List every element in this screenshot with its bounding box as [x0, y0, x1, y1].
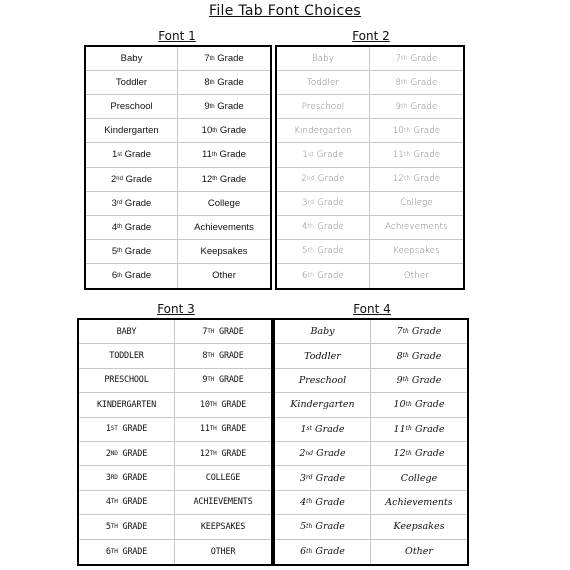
- tab-label-rest: Grade: [122, 173, 153, 185]
- tab-label: ACHIEVEMENTS: [193, 497, 253, 508]
- font-3-cell: 4 TH GRADE: [79, 491, 175, 515]
- tab-label: Achievements: [385, 222, 448, 233]
- font-2-cell: [370, 216, 463, 240]
- tab-label-rest: Grade: [121, 149, 151, 161]
- font-4-cell: 1 st Grade: [275, 418, 371, 442]
- tab-label-rest: Grade: [214, 77, 244, 89]
- tab-label: Keepsakes: [393, 246, 440, 257]
- tab-label: 4: [302, 222, 308, 233]
- tab-label: 3: [301, 198, 308, 209]
- font-2-cell: [370, 192, 463, 216]
- tab-label: Keepsakes: [200, 245, 248, 257]
- font-4-cell: [275, 393, 371, 417]
- font-4-cell: 3 rd Grade: [275, 466, 371, 490]
- tab-label: 5: [300, 521, 307, 533]
- tab-label: Toddler: [304, 350, 341, 362]
- font-3-cell: [79, 393, 175, 417]
- tab-label: Toddler: [306, 77, 340, 88]
- tab-label-rest: Grade: [314, 174, 345, 185]
- font-1-cell: 4 th Grade: [86, 216, 178, 240]
- font-3-cell: 8 TH GRADE: [175, 344, 271, 368]
- font-2-cell: [277, 71, 370, 95]
- tab-label: 3: [111, 197, 117, 209]
- font-1-cell: 7 th Grade: [178, 47, 270, 71]
- font-3-heading: Font 3: [157, 302, 195, 316]
- font-2-cell: 7 th Grade: [370, 47, 463, 71]
- tab-label: 9: [204, 101, 210, 113]
- tab-label: 10: [201, 125, 213, 137]
- tab-label-rest: GRADE: [216, 448, 247, 459]
- tab-label: BABY: [116, 326, 137, 337]
- font-3-cell: 5 TH GRADE: [79, 515, 175, 539]
- tab-label: 12: [393, 448, 406, 460]
- tab-label: 7: [204, 53, 210, 65]
- tab-label-rest: Grade: [411, 423, 445, 435]
- tab-label-rest: GRADE: [117, 546, 148, 557]
- font-4-cell: 9 th Grade: [371, 369, 467, 393]
- tab-label: Preschool: [110, 101, 153, 113]
- tab-label: 2: [110, 173, 117, 185]
- font-3-cell: [175, 491, 271, 515]
- font-4-cell: [275, 320, 371, 344]
- tab-label-rest: Grade: [410, 125, 441, 136]
- tab-label: 12: [199, 448, 210, 459]
- tab-label: 11: [392, 149, 404, 160]
- font-1-cell: 1 st Grade: [86, 143, 178, 167]
- tab-label: KINDERGARTEN: [96, 399, 156, 410]
- font-4-cell: 2 nd Grade: [275, 442, 371, 466]
- font-3-cell: [175, 466, 271, 490]
- font-4-heading: Font 4: [353, 302, 391, 316]
- tab-label: 11: [202, 149, 212, 161]
- tab-label: 9: [395, 101, 402, 112]
- tab-label-rest: GRADE: [117, 497, 148, 508]
- font-4-cell: [371, 540, 467, 564]
- tab-label-rest: Grade: [411, 448, 445, 460]
- tab-label: 9: [396, 374, 403, 386]
- tab-label: 9: [202, 375, 208, 386]
- font-4-cell: 7 th Grade: [371, 320, 467, 344]
- font-1-cell: 8 th Grade: [178, 71, 270, 95]
- font-1-heading: Font 1: [158, 29, 196, 43]
- tab-label-rest: Grade: [408, 374, 442, 386]
- tab-label-rest: Grade: [407, 77, 438, 88]
- font-1-cell: [86, 71, 178, 95]
- font-4-cell: [275, 344, 371, 368]
- tab-label: 7: [395, 53, 402, 64]
- tab-label-rest: Grade: [410, 174, 441, 185]
- font-1-cell: [178, 216, 270, 240]
- tab-label: 2: [299, 448, 306, 460]
- font-1-cell: 11 th Grade: [178, 143, 270, 167]
- tab-label: 2: [301, 174, 307, 185]
- tab-label-rest: Grade: [312, 423, 345, 435]
- tab-label-rest: Grade: [314, 270, 344, 281]
- font-3-cell: 2 ND GRADE: [79, 442, 175, 466]
- tab-label-rest: Grade: [312, 521, 345, 533]
- tab-label-rest: Grade: [411, 399, 445, 411]
- font-4-cell: [275, 369, 371, 393]
- font-2-cell: 8 th Grade: [370, 71, 463, 95]
- tab-label-rest: GRADE: [117, 521, 148, 532]
- font-2-cell: 12 th Grade: [370, 168, 463, 192]
- tab-label: 10: [392, 125, 404, 136]
- tab-label: Other: [405, 546, 433, 558]
- font-3-cell: 9 TH GRADE: [175, 369, 271, 393]
- font-1-cell: 12 th Grade: [178, 168, 270, 192]
- tab-label: Preschool: [301, 101, 345, 112]
- font-4-cell: 6 th Grade: [275, 540, 371, 564]
- tab-label-rest: GRADE: [214, 326, 244, 337]
- tab-label-rest: Grade: [314, 198, 344, 209]
- tab-label: 10: [199, 399, 210, 410]
- font-1-cell: 5 th Grade: [86, 240, 178, 264]
- font-2-cell: [277, 95, 370, 119]
- font-2-cell: [277, 47, 370, 71]
- tab-label: Baby: [120, 53, 143, 65]
- tab-label: Achievements: [385, 496, 453, 508]
- tab-label: 1: [302, 149, 308, 160]
- tab-label: College: [207, 197, 241, 209]
- tab-label: Baby: [311, 53, 334, 64]
- font-2-table: [275, 45, 465, 290]
- font-1-cell: [178, 192, 270, 216]
- font-4-cell: 10 th Grade: [371, 393, 467, 417]
- font-1-cell: [178, 240, 270, 264]
- tab-label: Kindergarten: [290, 399, 355, 411]
- tab-label: 6: [105, 546, 111, 557]
- page-title: File Tab Font Choices: [209, 3, 361, 19]
- font-1-cell: 3 rd Grade: [86, 192, 178, 216]
- font-4-cell: 12 th Grade: [371, 442, 467, 466]
- font-3-table: [77, 318, 273, 566]
- font-1-cell: 10 th Grade: [178, 119, 270, 143]
- font-4-cell: 5 th Grade: [275, 515, 371, 539]
- tab-label-rest: Grade: [214, 53, 244, 65]
- tab-label-rest: GRADE: [214, 375, 244, 386]
- tab-label-rest: Grade: [214, 101, 244, 113]
- tab-label: 10: [393, 399, 406, 411]
- font-2-cell: 6 th Grade: [277, 264, 370, 288]
- tab-label: 2: [105, 448, 111, 459]
- font-2-cell: [277, 119, 370, 143]
- tab-label-rest: Grade: [312, 546, 345, 558]
- tab-label-rest: Grade: [122, 270, 152, 282]
- font-1-cell: [86, 95, 178, 119]
- tab-label-rest: GRADE: [216, 424, 247, 435]
- font-2-cell: 5 th Grade: [277, 240, 370, 264]
- tab-label-rest: Grade: [313, 448, 346, 460]
- tab-label: 8: [396, 350, 403, 362]
- tab-label-rest: GRADE: [214, 351, 244, 362]
- font-2-cell: 11 th Grade: [370, 143, 463, 167]
- tab-label: 6: [300, 546, 307, 558]
- tab-label-rest: Grade: [312, 472, 346, 484]
- tab-label: Preschool: [298, 374, 347, 386]
- font-4-cell: 4 th Grade: [275, 491, 371, 515]
- font-3-cell: [175, 515, 271, 539]
- tab-label: College: [400, 198, 433, 209]
- font-3-cell: 1 ST GRADE: [79, 418, 175, 442]
- font-1-cell: 6 th Grade: [86, 264, 178, 288]
- font-3-cell: [175, 540, 271, 564]
- font-2-cell: 9 th Grade: [370, 95, 463, 119]
- tab-label: Baby: [310, 326, 335, 338]
- tab-label-rest: Grade: [408, 326, 442, 338]
- tab-label: Other: [212, 270, 236, 282]
- font-2-cell: [370, 264, 463, 288]
- tab-label-rest: Grade: [408, 350, 442, 362]
- tab-label-rest: Grade: [217, 173, 247, 185]
- font-2-cell: 2 nd Grade: [277, 168, 370, 192]
- tab-label: 7: [202, 326, 208, 337]
- tab-label: 5: [302, 246, 308, 257]
- tab-label: 6: [302, 270, 308, 281]
- tab-label: 8: [395, 77, 402, 88]
- tab-label: 8: [204, 77, 210, 89]
- tab-label: 4: [300, 496, 307, 508]
- tab-label: Kindergarten: [104, 125, 159, 137]
- tab-label: 8: [202, 351, 208, 362]
- tab-label: 1: [300, 423, 307, 435]
- tab-label-rest: Grade: [314, 222, 344, 233]
- tab-label: College: [400, 472, 438, 484]
- font-1-cell: [86, 119, 178, 143]
- tab-label-rest: Grade: [217, 125, 247, 137]
- tab-label-rest: Grade: [407, 101, 438, 112]
- tab-label: Achievements: [194, 221, 254, 233]
- tab-label: 12: [392, 174, 404, 185]
- tab-label-rest: Grade: [410, 149, 441, 160]
- tab-label: 3: [299, 472, 306, 484]
- tab-label: KEEPSAKES: [200, 521, 246, 532]
- tab-label: 7: [396, 326, 403, 338]
- tab-label-rest: Grade: [313, 149, 344, 160]
- tab-label: Kindergarten: [294, 125, 352, 136]
- font-2-cell: 1 st Grade: [277, 143, 370, 167]
- tab-label-rest: Grade: [312, 496, 345, 508]
- font-4-cell: 8 th Grade: [371, 344, 467, 368]
- font-3-cell: 6 TH GRADE: [79, 540, 175, 564]
- tab-label-rest: Grade: [314, 246, 344, 257]
- tab-label-rest: GRADE: [117, 473, 148, 484]
- font-1-cell: [86, 47, 178, 71]
- tab-label: PRESCHOOL: [104, 375, 149, 386]
- font-1-table: [84, 45, 272, 290]
- font-1-cell: 9 th Grade: [178, 95, 270, 119]
- tab-label: Toddler: [115, 77, 148, 89]
- tab-label: 1: [105, 424, 111, 435]
- font-2-cell: 10 th Grade: [370, 119, 463, 143]
- font-4-cell: 11 th Grade: [371, 418, 467, 442]
- tab-label: COLLEGE: [205, 473, 241, 484]
- font-2-cell: 3 rd Grade: [277, 192, 370, 216]
- tab-label: Keepsakes: [393, 521, 445, 533]
- tab-label-rest: GRADE: [216, 399, 247, 410]
- font-2-cell: [370, 240, 463, 264]
- tab-label: 3: [105, 473, 111, 484]
- font-4-cell: [371, 491, 467, 515]
- font-3-cell: 10 TH GRADE: [175, 393, 271, 417]
- font-3-cell: 7 TH GRADE: [175, 320, 271, 344]
- font-4-cell: [371, 466, 467, 490]
- tab-label: 11: [199, 424, 210, 435]
- font-4-cell: [371, 515, 467, 539]
- font-2-cell: 4 th Grade: [277, 216, 370, 240]
- font-3-cell: 3 RD GRADE: [79, 466, 175, 490]
- font-1-cell: [178, 264, 270, 288]
- tab-label-rest: Grade: [122, 221, 152, 233]
- font-3-cell: 11 TH GRADE: [175, 418, 271, 442]
- tab-label: 5: [105, 521, 111, 532]
- font-1-cell: 2 nd Grade: [86, 168, 178, 192]
- tab-label-rest: GRADE: [117, 448, 148, 459]
- tab-label-rest: Grade: [122, 197, 152, 209]
- tab-label-rest: Grade: [216, 149, 246, 161]
- tab-label: 1: [111, 149, 118, 161]
- tab-label: 6: [111, 270, 118, 282]
- font-3-cell: 12 TH GRADE: [175, 442, 271, 466]
- tab-label-rest: GRADE: [117, 424, 148, 435]
- tab-label: 12: [201, 173, 213, 185]
- tab-label: 4: [105, 497, 111, 508]
- font-2-heading: Font 2: [352, 29, 390, 43]
- tab-label: 5: [111, 245, 118, 257]
- tab-label-rest: Grade: [122, 245, 152, 257]
- tab-label: TODDLER: [109, 351, 144, 362]
- tab-label: OTHER: [210, 546, 236, 557]
- font-3-cell: [79, 369, 175, 393]
- font-4-table: [273, 318, 469, 566]
- tab-label: 11: [393, 423, 406, 435]
- font-3-cell: [79, 320, 175, 344]
- font-3-cell: [79, 344, 175, 368]
- tab-label: Other: [403, 270, 430, 281]
- tab-label: 4: [111, 221, 118, 233]
- tab-label-rest: Grade: [407, 53, 438, 64]
